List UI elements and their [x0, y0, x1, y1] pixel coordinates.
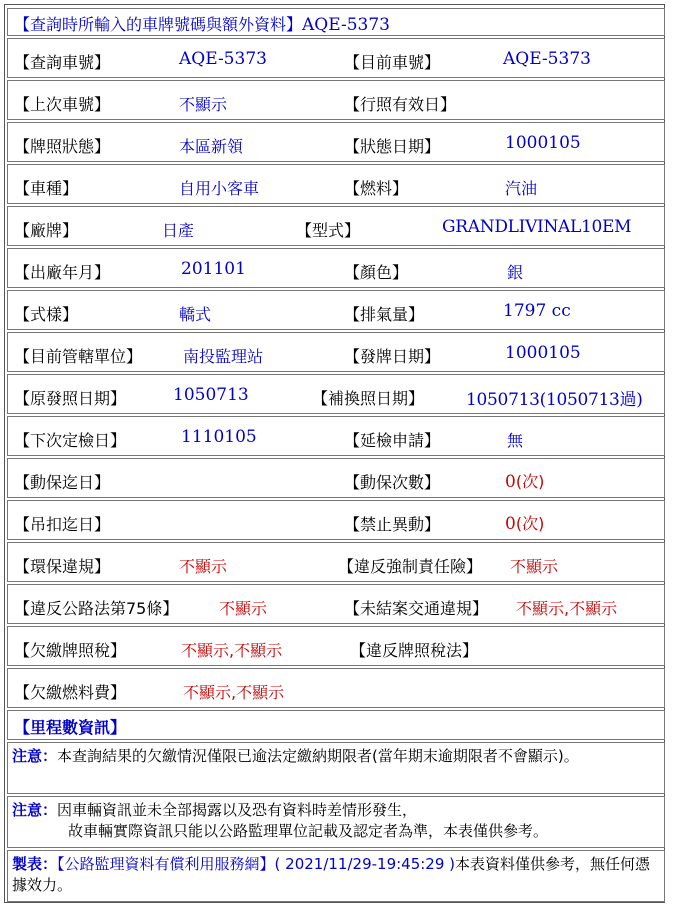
value-license-tax: 不顯示,不顯示: [181, 641, 283, 660]
value-extension: 無: [507, 431, 524, 450]
label-manufacture-date: 【出廠年月】: [14, 263, 111, 282]
label-vehicle-type: 【車種】: [14, 179, 79, 198]
value-displacement: 1797 cc: [503, 301, 571, 321]
row-license-tax: [7, 626, 665, 666]
value-environmental: 不顯示: [179, 557, 228, 576]
row-original-issue: [7, 374, 665, 414]
label-issue-date: 【發牌日期】: [344, 347, 441, 366]
value-model: GRANDLIVINAL10EM: [442, 217, 632, 237]
label-reissue-date: 【補換照日期】: [312, 389, 425, 408]
value-highway-act: 不顯示: [219, 599, 268, 618]
row-suspension: [7, 500, 665, 540]
label-brand: 【廠牌】: [14, 221, 79, 240]
value-plate-status: 本區新領: [179, 137, 244, 156]
label-movable-security-end: 【動保迄日】: [14, 473, 111, 492]
note-3-text: 本表資料僅供參考，無任何憑據效力。: [12, 855, 651, 894]
label-original-issue: 【原發照日期】: [14, 389, 127, 408]
note-2-body: [12, 800, 660, 842]
row-mileage: [7, 710, 665, 740]
label-fuel: 【燃料】: [344, 179, 409, 198]
note-3-label: 製表：: [12, 855, 58, 873]
label-license-tax: 【欠繳牌照稅】: [14, 641, 127, 660]
note-1-label: 注意：: [12, 747, 58, 765]
value-body-style: 轎式: [179, 305, 212, 324]
note-3-body: [12, 854, 660, 896]
value-vehicle-type: 自用小客車: [179, 179, 260, 198]
label-plate-status: 【牌照狀態】: [14, 137, 111, 156]
note-3: [7, 850, 665, 902]
row-jurisdiction: [7, 332, 665, 372]
value-transfer-ban: [505, 511, 544, 534]
label-insurance-violation: 【違反強制責任險】: [338, 557, 483, 576]
value-original-issue: 1050713: [173, 385, 249, 405]
note-1-body: [12, 746, 660, 767]
label-current-plate: 【目前車號】: [344, 53, 441, 72]
note-2: [7, 796, 665, 848]
header-row: [7, 8, 665, 36]
label-highway-act: 【違反公路法第75條】: [14, 599, 179, 618]
count-unit: (次): [515, 514, 545, 533]
value-previous-plate: 不顯示: [179, 95, 228, 114]
label-status-date: 【狀態日期】: [344, 137, 441, 156]
label-extension: 【延檢申請】: [344, 431, 441, 450]
row-query-plate: [7, 38, 665, 78]
label-displacement: 【排氣量】: [344, 305, 425, 324]
value-status-date: 1000105: [505, 133, 581, 153]
value-movable-security-count: [505, 469, 544, 492]
label-body-style: 【式樣】: [14, 305, 79, 324]
label-license-tax-violation: 【違反牌照稅法】: [350, 641, 479, 660]
value-reissue-date: 1050713(1050713過): [466, 390, 643, 410]
value-query-plate: AQE-5373: [179, 49, 267, 69]
note-1-text: 本查詢結果的欠繳情況僅限已逾法定繳納期限者(當年期末逾期限者不會顯示)。: [57, 747, 579, 765]
label-previous-plate: 【上次車號】: [14, 95, 111, 114]
value-brand: 日產: [162, 221, 195, 240]
value-traffic-violation: 不顯示,不顯示: [516, 599, 618, 618]
note-3-time: ( 2021/11/29-19:45:29 ): [274, 855, 456, 873]
value-current-plate: AQE-5373: [503, 49, 591, 69]
row-fuel-fee: [7, 668, 665, 708]
row-vehicle-type: [7, 164, 665, 204]
label-next-inspection: 【下次定檢日】: [14, 431, 127, 450]
label-environmental: 【環保違規】: [14, 557, 111, 576]
header-title-text: 【查詢時所輸入的車牌號碼與額外資料】: [14, 15, 303, 34]
value-fuel-fee: 不顯示,不顯示: [183, 683, 285, 702]
value-next-inspection: 1110105: [181, 427, 257, 447]
label-color: 【顏色】: [344, 263, 409, 282]
note-3-source: 【公路監理資料有償利用服務網】: [57, 855, 275, 873]
count-unit: (次): [515, 472, 545, 491]
label-query-plate: 【查詢車號】: [14, 53, 111, 72]
count-number: 0: [505, 514, 516, 534]
value-issue-date: 1000105: [505, 343, 581, 363]
note-2-line1: 因車輛資訊並未全部揭露以及恐有資料時差情形發生，: [57, 801, 418, 819]
row-movable-security: [7, 458, 665, 498]
mileage-title: 【里程數資訊】: [14, 718, 127, 737]
label-suspension-end: 【吊扣迄日】: [14, 515, 111, 534]
value-insurance-violation: 不顯示: [510, 557, 559, 576]
row-next-inspection: [7, 416, 665, 456]
value-jurisdiction: 南投監理站: [183, 347, 264, 366]
label-license-valid: 【行照有效日】: [344, 95, 457, 114]
row-environmental: [7, 542, 665, 582]
label-transfer-ban: 【禁止異動】: [344, 515, 441, 534]
value-color: 銀: [507, 263, 524, 282]
row-brand: [7, 206, 665, 246]
note-2-label: 注意：: [12, 801, 58, 819]
header-plate: AQE-5373: [302, 15, 390, 35]
label-model: 【型式】: [296, 221, 361, 240]
value-manufacture-date: 201101: [181, 259, 246, 279]
row-manufacture-date: [7, 248, 665, 288]
row-highway-act: [7, 584, 665, 624]
header-title: [14, 12, 390, 35]
label-jurisdiction: 【目前管轄單位】: [14, 347, 143, 366]
row-previous-plate: [7, 80, 665, 120]
label-fuel-fee: 【欠繳燃料費】: [14, 683, 127, 702]
row-body-style: [7, 290, 665, 330]
label-movable-security-count: 【動保次數】: [344, 473, 441, 492]
label-traffic-violation: 【未結案交通違規】: [344, 599, 489, 618]
value-fuel: 汽油: [505, 179, 538, 198]
row-plate-status: [7, 122, 665, 162]
note-2-line2: 故車輛實際資訊只能以公路監理單位記載及認定者為準，本表僅供參考。: [68, 822, 549, 840]
count-number: 0: [505, 472, 516, 492]
note-1: [7, 742, 665, 794]
